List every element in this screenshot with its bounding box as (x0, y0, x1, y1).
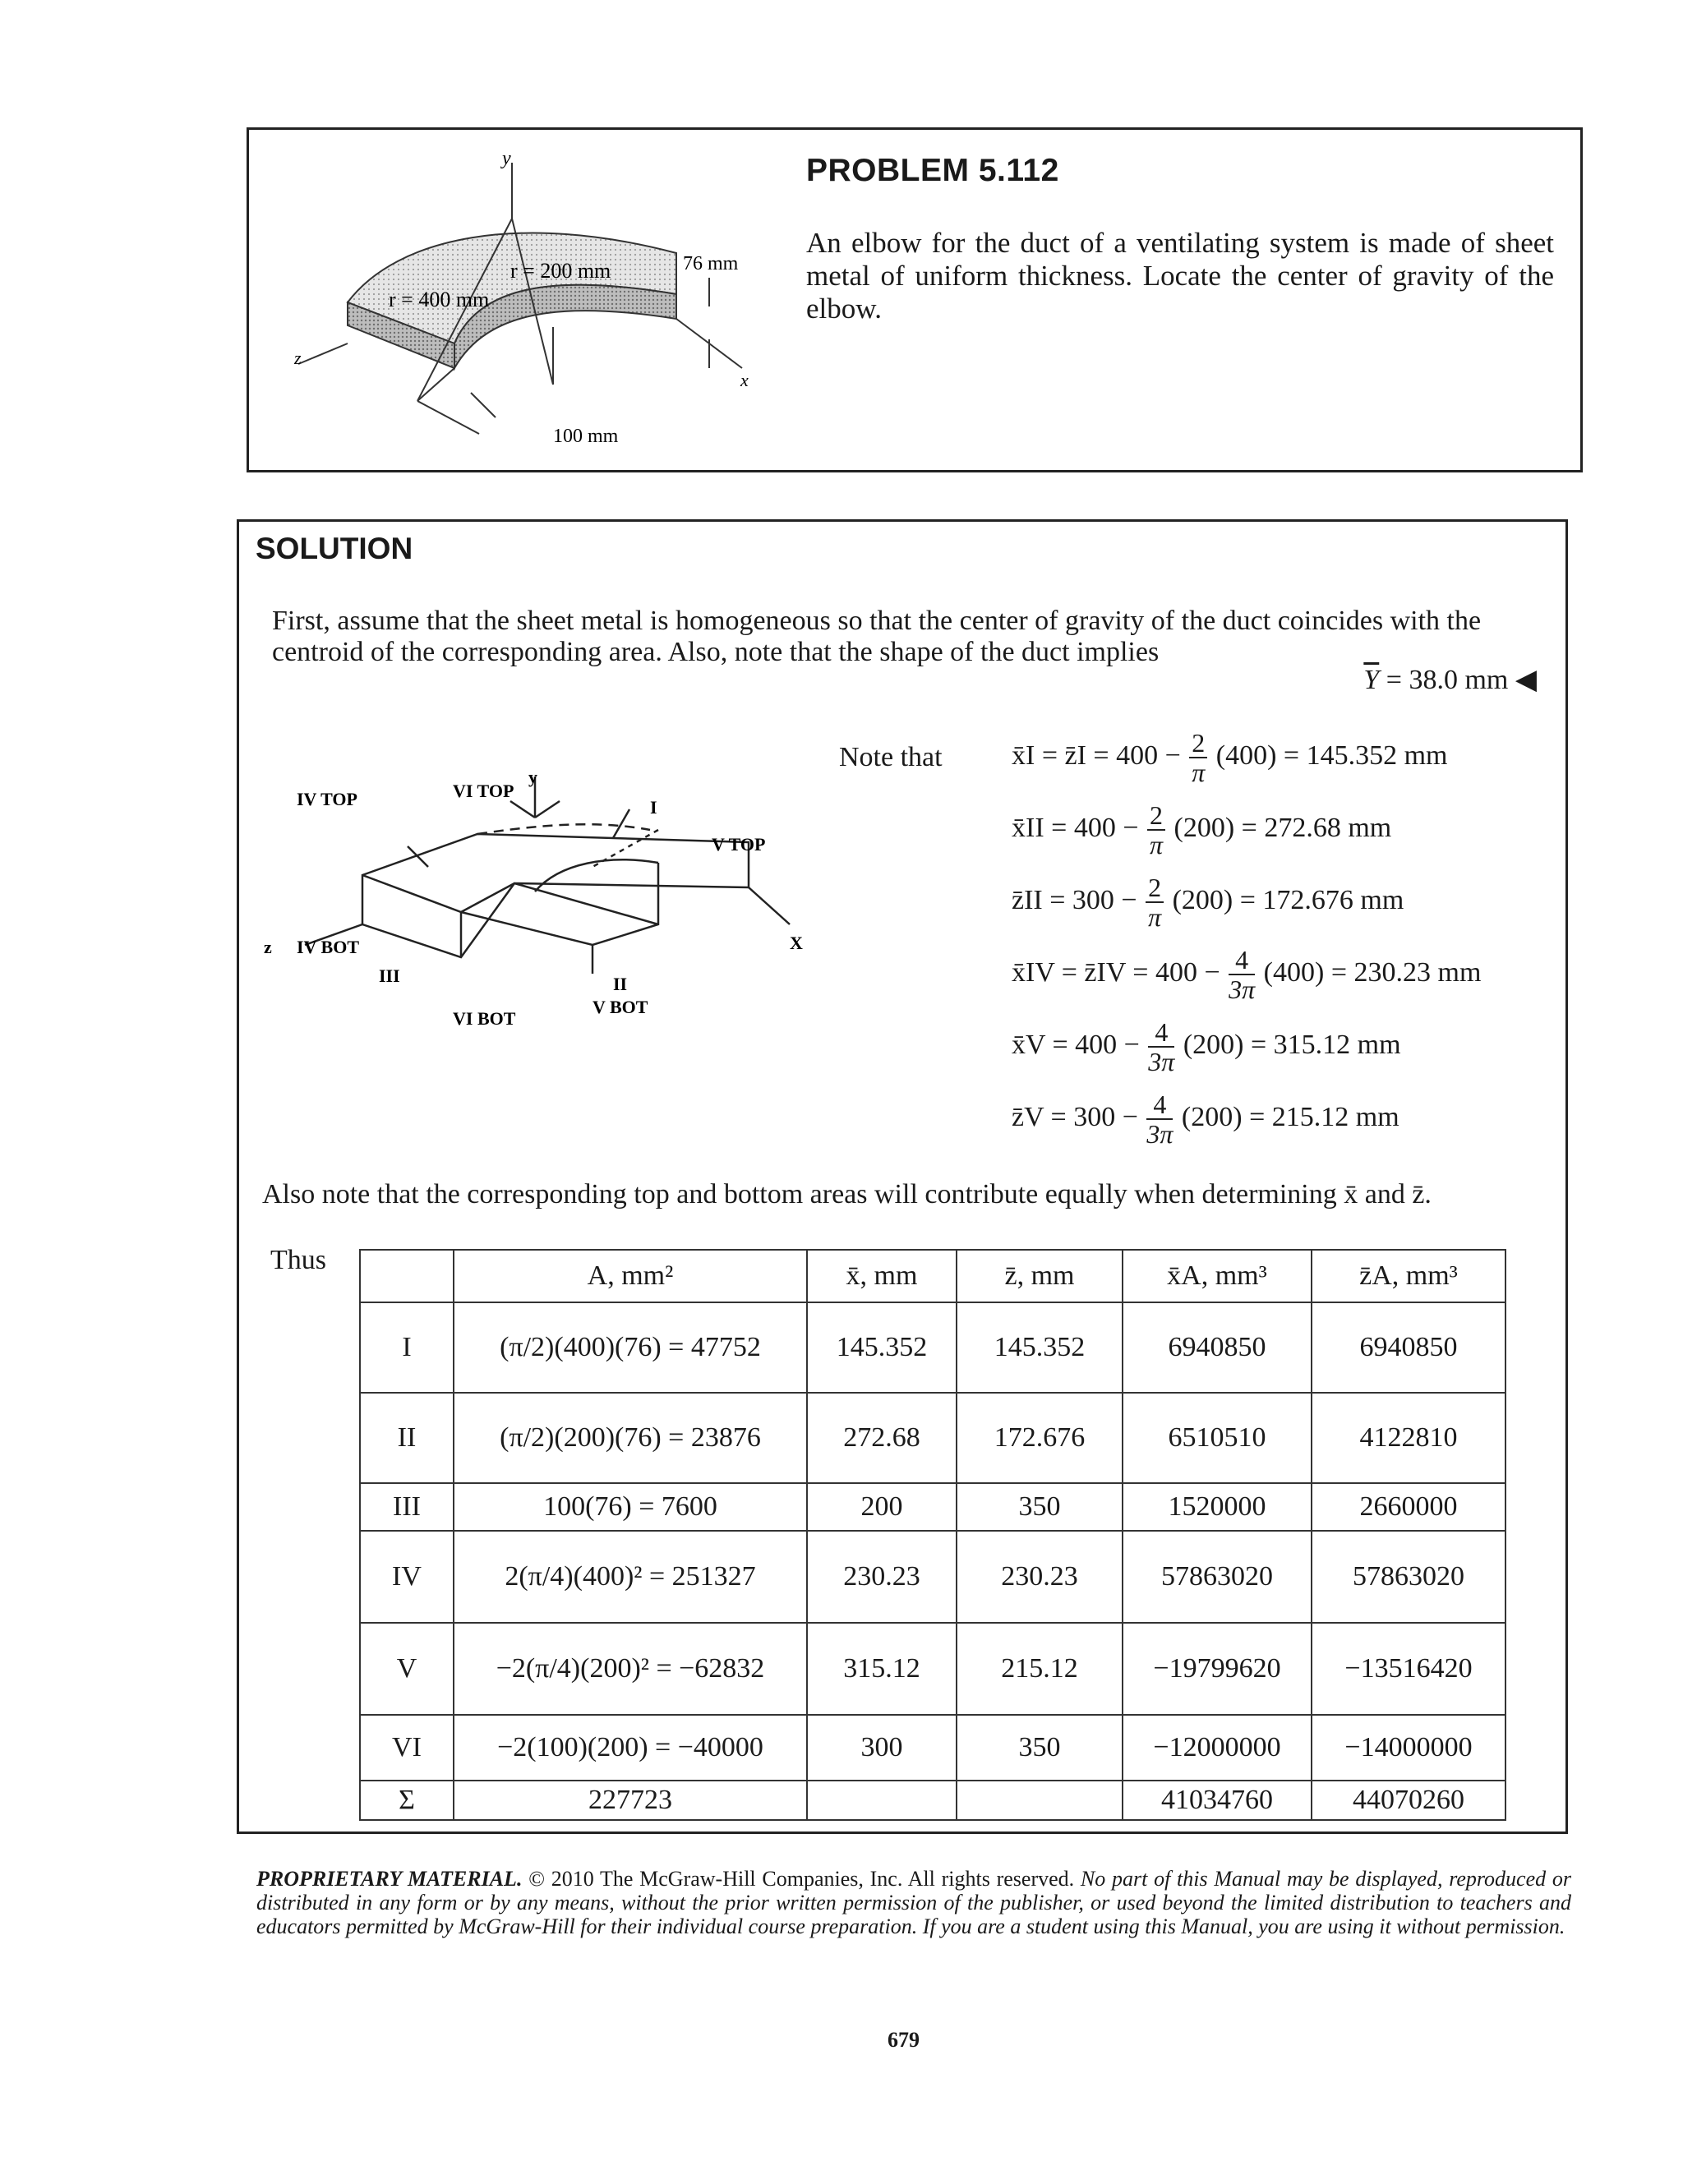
label-ii: II (613, 974, 628, 994)
copyright-footer (256, 1867, 1571, 1938)
table-cell: 2(π/4)(400)² = 251327 (454, 1531, 807, 1623)
eq3-num: 2 (1146, 873, 1164, 903)
table-cell: 6940850 (1312, 1302, 1505, 1393)
height-label: 76 mm (683, 253, 739, 274)
solution-box (237, 519, 1568, 1834)
eq1-rhs: (400) = 145.352 mm (1215, 740, 1448, 771)
ybar-result: $\overline{Y} = 38.0$ mm ◀ (1363, 665, 1537, 695)
table-cell: (π/2)(200)(76) = 23876 (454, 1393, 807, 1483)
eq6-rhs: (200) = 215.12 mm (1181, 1101, 1399, 1132)
eq2-den: π (1149, 830, 1164, 859)
table-cell: 272.68 (807, 1393, 957, 1483)
table-cell: V (360, 1623, 454, 1715)
table-cell: −13516420 (1312, 1623, 1505, 1715)
eq1-num: 2 (1189, 729, 1207, 758)
equation-6 (1012, 1090, 1399, 1148)
also-note: Also note that the corresponding top and bottom areas will contribute equally when determining x̄ and z̄. (262, 1179, 1432, 1209)
solution-heading: SOLUTION (256, 532, 413, 565)
r-outer-label: r = 400 mm (389, 288, 490, 311)
eq2-fraction (1147, 801, 1165, 859)
note-label: Note that (839, 742, 943, 772)
table-cell: 145.352 (807, 1302, 957, 1393)
eq2-lhs: x̄II = 400 − (1012, 812, 1139, 843)
table-cell: 2660000 (1312, 1483, 1505, 1531)
table-header: z̄, mm (957, 1250, 1123, 1302)
axis-z-label: z (294, 348, 302, 368)
label-i: I (650, 797, 657, 818)
table-cell: 4122810 (1312, 1393, 1505, 1483)
eq5-rhs: (200) = 315.12 mm (1183, 1029, 1401, 1060)
table-cell (957, 1781, 1123, 1820)
duct-sketch (264, 767, 803, 1064)
centroid-table (359, 1249, 1506, 1821)
eq4-fraction (1229, 946, 1255, 1003)
label-y: y (528, 767, 537, 787)
axis-x-label: x (740, 370, 749, 390)
thus-label: Thus (270, 1245, 326, 1275)
eq5-den: 3π (1148, 1047, 1175, 1076)
equation-2 (1012, 801, 1391, 859)
table-cell: 230.23 (807, 1531, 957, 1623)
eq4-lhs: x̄IV = z̄IV = 400 − (1012, 956, 1220, 988)
table-cell: 215.12 (957, 1623, 1123, 1715)
table-cell: 100(76) = 7600 (454, 1483, 807, 1531)
table-cell: I (360, 1302, 454, 1393)
elbow-figure (249, 130, 759, 467)
table-row (360, 1715, 1505, 1781)
label-iv-top: IV TOP (297, 789, 357, 809)
footer-label: PROPRIETARY MATERIAL. (256, 1867, 523, 1891)
eq5-fraction (1148, 1018, 1174, 1076)
table-header: z̄A, mm³ (1312, 1250, 1505, 1302)
eq1-fraction (1189, 729, 1207, 786)
table-cell: 41034760 (1123, 1781, 1312, 1820)
table-cell: −12000000 (1123, 1715, 1312, 1781)
table-cell (807, 1781, 957, 1820)
table-row (360, 1623, 1505, 1715)
equation-5 (1012, 1018, 1401, 1076)
table-cell: 315.12 (807, 1623, 957, 1715)
table-cell: IV (360, 1531, 454, 1623)
eq4-rhs: (400) = 230.23 mm (1263, 956, 1482, 988)
table-cell: −19799620 (1123, 1623, 1312, 1715)
eq6-lhs: z̄V = 300 − (1012, 1101, 1138, 1132)
eq3-den: π (1148, 902, 1162, 932)
table-cell: −2(100)(200) = −40000 (454, 1715, 807, 1781)
table-cell: 44070260 (1312, 1781, 1505, 1820)
eq4-num: 4 (1229, 946, 1255, 975)
table-row (360, 1302, 1505, 1393)
eq6-num: 4 (1146, 1090, 1173, 1120)
table-cell: 172.676 (957, 1393, 1123, 1483)
table-row (360, 1483, 1505, 1531)
table-cell: −14000000 (1312, 1715, 1505, 1781)
table-cell: 6940850 (1123, 1302, 1312, 1393)
label-v-bot: V BOT (593, 997, 648, 1017)
table-cell: VI (360, 1715, 454, 1781)
label-vi-top: VI TOP (453, 781, 514, 801)
eq2-num: 2 (1147, 801, 1165, 831)
table-header (360, 1250, 454, 1302)
label-z: z (264, 937, 272, 957)
eq3-lhs: z̄II = 300 − (1012, 884, 1137, 915)
page-number: 679 (888, 2028, 920, 2052)
equation-1 (1012, 729, 1447, 786)
eq2-rhs: (200) = 272.68 mm (1173, 812, 1392, 843)
table-cell: 300 (807, 1715, 957, 1781)
eq1-lhs: x̄I = z̄I = 400 − (1012, 740, 1181, 771)
label-vi-bot: VI BOT (453, 1008, 516, 1029)
eq3-fraction (1146, 873, 1164, 931)
table-cell: III (360, 1483, 454, 1531)
label-iv-bot: IV BOT (297, 937, 360, 957)
table-cell: 57863020 (1123, 1531, 1312, 1623)
table-cell: 1520000 (1123, 1483, 1312, 1531)
table-cell: 227723 (454, 1781, 807, 1820)
table-sum-row (360, 1781, 1505, 1820)
table-cell: 350 (957, 1483, 1123, 1531)
eq5-num: 4 (1148, 1018, 1174, 1048)
label-v-top: V TOP (712, 834, 766, 855)
r-inner-label: r = 200 mm (510, 259, 611, 283)
table-cell: II (360, 1393, 454, 1483)
table-row (360, 1531, 1505, 1623)
eq4-den: 3π (1229, 975, 1256, 1004)
table-cell: 6510510 (1123, 1393, 1312, 1483)
table-header: A, mm² (454, 1250, 807, 1302)
table-cell: 145.352 (957, 1302, 1123, 1393)
problem-box (247, 127, 1583, 472)
footer-notice: No part of this Manual may be displayed, reproduced or distributed in any form or by any means, without the prior written permission of the publisher, or used beyond the limited distribution to teachers and educators permitted by McGraw-Hill for their individual course preparation. If you are a student using this Manual, you are using it without permission. (256, 1867, 1571, 1938)
eq6-den: 3π (1146, 1119, 1173, 1149)
table-header: x̄A, mm³ (1123, 1250, 1312, 1302)
table-row (360, 1393, 1505, 1483)
eq5-lhs: x̄V = 400 − (1012, 1029, 1140, 1060)
label-iii: III (379, 965, 400, 986)
problem-statement: An elbow for the duct of a ventilating system is made of sheet metal of uniform thickness. Locate the center of gravity of the elbow. (806, 227, 1554, 325)
table-cell: −2(π/4)(200)² = −62832 (454, 1623, 807, 1715)
footer-copyright: © 2010 The McGraw-Hill Companies, Inc. All rights reserved. (528, 1867, 1075, 1891)
table-header: x̄, mm (807, 1250, 957, 1302)
ybar-value: = 38.0 mm (1386, 665, 1509, 695)
problem-title: PROBLEM 5.112 (806, 153, 1059, 188)
solution-intro: First, assume that the sheet metal is homogeneous so that the center of gravity of the duct coincides with the centroid of the corresponding area. Also, note that the shape of the duct implies (272, 606, 1482, 667)
table-cell: Σ (360, 1781, 454, 1820)
table-header-row (360, 1250, 1505, 1302)
equation-3 (1012, 873, 1404, 931)
table-cell: 57863020 (1312, 1531, 1505, 1623)
eq1-den: π (1192, 758, 1206, 787)
equation-4 (1012, 946, 1481, 1003)
table-cell: 200 (807, 1483, 957, 1531)
eq3-rhs: (200) = 172.676 mm (1172, 884, 1404, 915)
label-x: X (790, 933, 803, 953)
width-label: 100 mm (553, 426, 619, 447)
axis-y-label: y (502, 148, 511, 169)
table-cell: 350 (957, 1715, 1123, 1781)
eq6-fraction (1146, 1090, 1173, 1148)
table-cell: (π/2)(400)(76) = 47752 (454, 1302, 807, 1393)
table-cell: 230.23 (957, 1531, 1123, 1623)
